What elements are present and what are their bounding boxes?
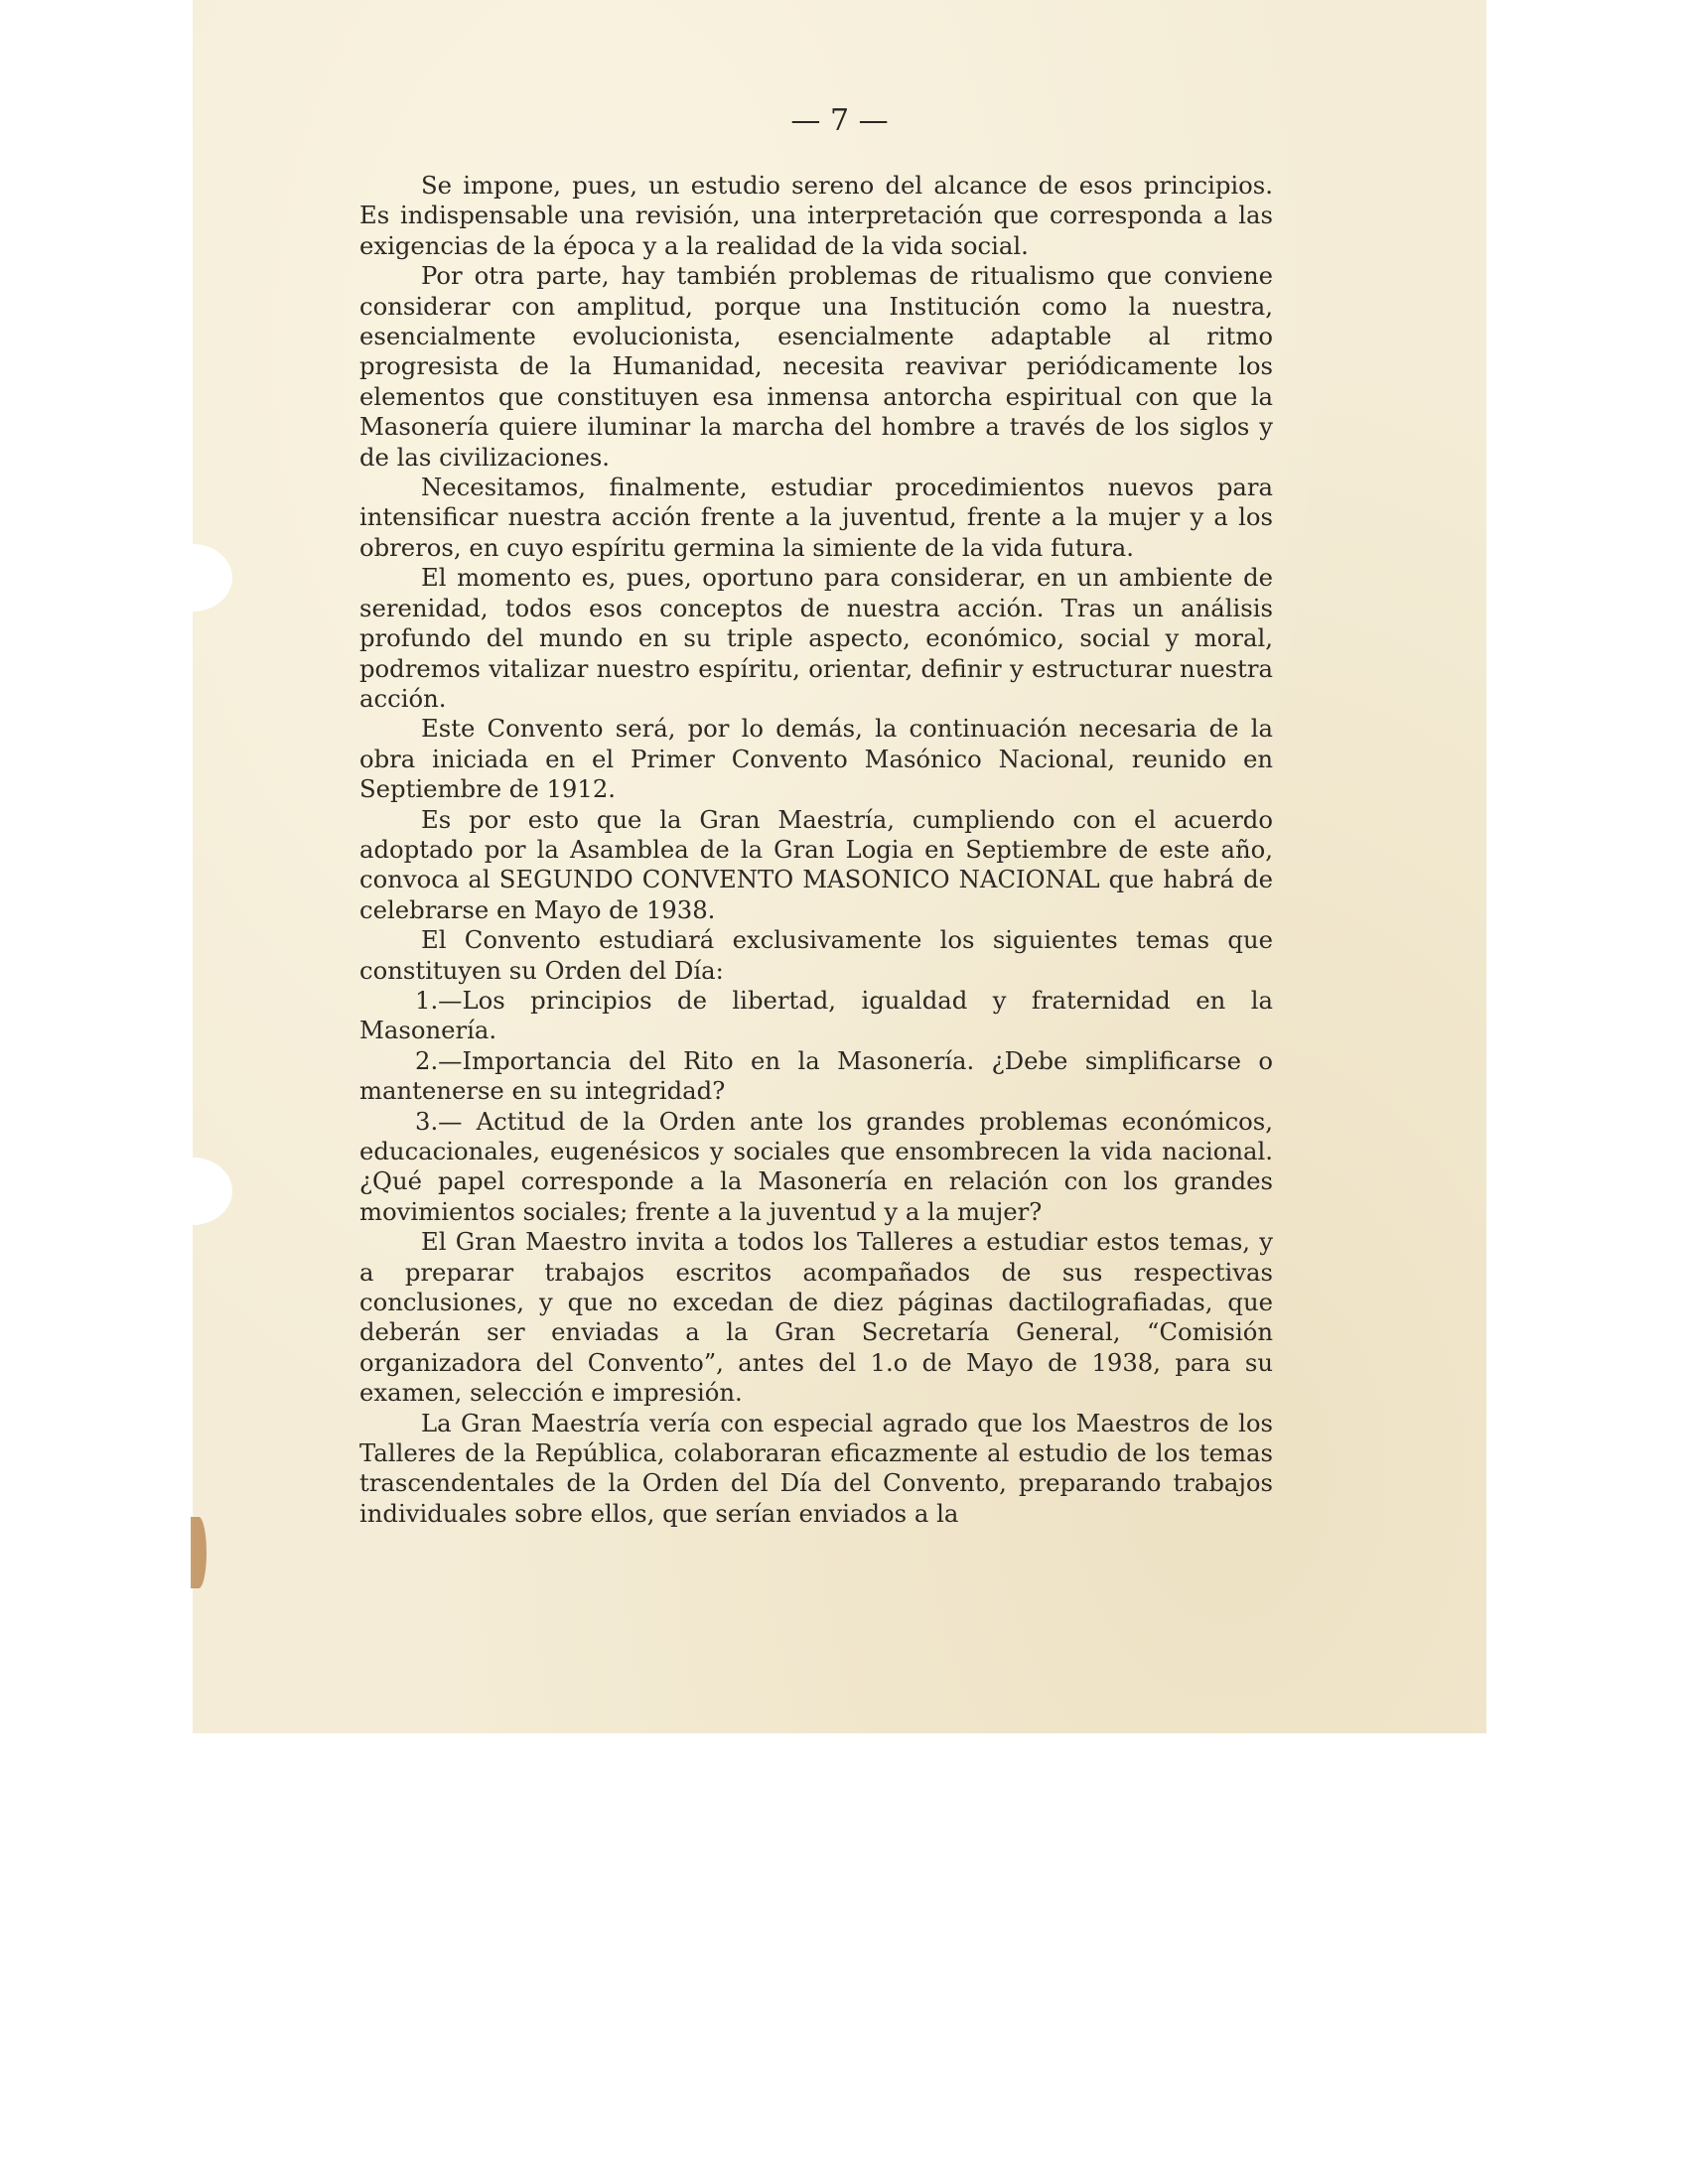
body-text bbox=[359, 171, 1273, 1529]
punch-hole bbox=[153, 544, 232, 612]
paragraph: Por otra parte, hay también problemas de ritualismo que conviene considerar con amplitud, porque una Institución como la nuestra, esencialmente evolucionista, esencialmente adaptable al ritmo progresista de la Humanidad, necesita reavivar periódicamente los elementos que constituyen esa inmensa antorcha espiritual con que la Masonería quiere iluminar la marcha del hombre a través de los siglos y de las civilizaciones. bbox=[359, 261, 1273, 472]
paragraph: Es por esto que la Gran Maestría, cumpliendo con el acuerdo adoptado por la Asamblea de la Gran Logia en Septiembre de este año, convoca al SEGUNDO CONVENTO MASONICO NACIONAL que habrá de celebrarse en Mayo de 1938. bbox=[359, 804, 1273, 924]
agenda-item: 3.— Actitud de la Orden ante los grandes problemas económicos, educacionales, eugenésicos y sociales que ensombrecen la vida nacional. ¿Qué papel corresponde a la Masonería en relación con los grandes movimientos sociales; frente a la juventud y a la mujer? bbox=[359, 1106, 1273, 1226]
document-page bbox=[193, 0, 1486, 1733]
page-number: — 7 — bbox=[790, 103, 889, 138]
agenda-item: 2.—Importancia del Rito en la Masonería. ¿Debe simplificarse o mantenerse en su integridad? bbox=[359, 1045, 1273, 1106]
paragraph: La Gran Maestría vería con especial agrado que los Maestros de los Talleres de la República, colaboraran eficazmente al estudio de los temas trascendentales de la Orden del Día del Convento, preparando trabajos individuales sobre ellos, que serían enviados a la bbox=[359, 1408, 1273, 1528]
paragraph: El Convento estudiará exclusivamente los siguientes temas que constituyen su Orden del Día: bbox=[359, 925, 1273, 985]
agenda-item: 1.—Los principios de libertad, igualdad y fraternidad en la Masonería. bbox=[359, 985, 1273, 1045]
paragraph: El momento es, pues, oportuno para considerar, en un ambiente de serenidad, todos esos conceptos de nuestra acción. Tras un análisis profundo del mundo en su triple aspecto, económico, social y moral, podremos vitalizar nuestro espíritu, orientar, definir y estructurar nuestra acción. bbox=[359, 563, 1273, 713]
paragraph: Se impone, pues, un estudio sereno del alcance de esos principios. Es indispensable una revisión, una interpretación que corresponda a las exigencias de la época y a la realidad de la vida social. bbox=[359, 171, 1273, 260]
paragraph: Este Convento será, por lo demás, la continuación necesaria de la obra iniciada en el Primer Convento Masónico Nacional, reunido en Septiembre de 1912. bbox=[359, 714, 1273, 804]
page-stain bbox=[191, 1517, 207, 1588]
paragraph: Necesitamos, finalmente, estudiar procedimientos nuevos para intensificar nuestra acción frente a la juventud, frente a la mujer y a los obreros, en cuyo espíritu germina la simiente de la vida futura. bbox=[359, 473, 1273, 562]
punch-hole bbox=[153, 1158, 232, 1225]
paragraph: El Gran Maestro invita a todos los Talleres a estudiar estos temas, y a preparar trabajos escritos acompañados de sus respectivas conclusiones, y que no excedan de diez páginas dactilografiadas, que deberán ser enviadas a la Gran Secretaría General, “Comisión organizadora del Convento”, antes del 1.o de Mayo de 1938, para su examen, selección e impresión. bbox=[359, 1227, 1273, 1408]
